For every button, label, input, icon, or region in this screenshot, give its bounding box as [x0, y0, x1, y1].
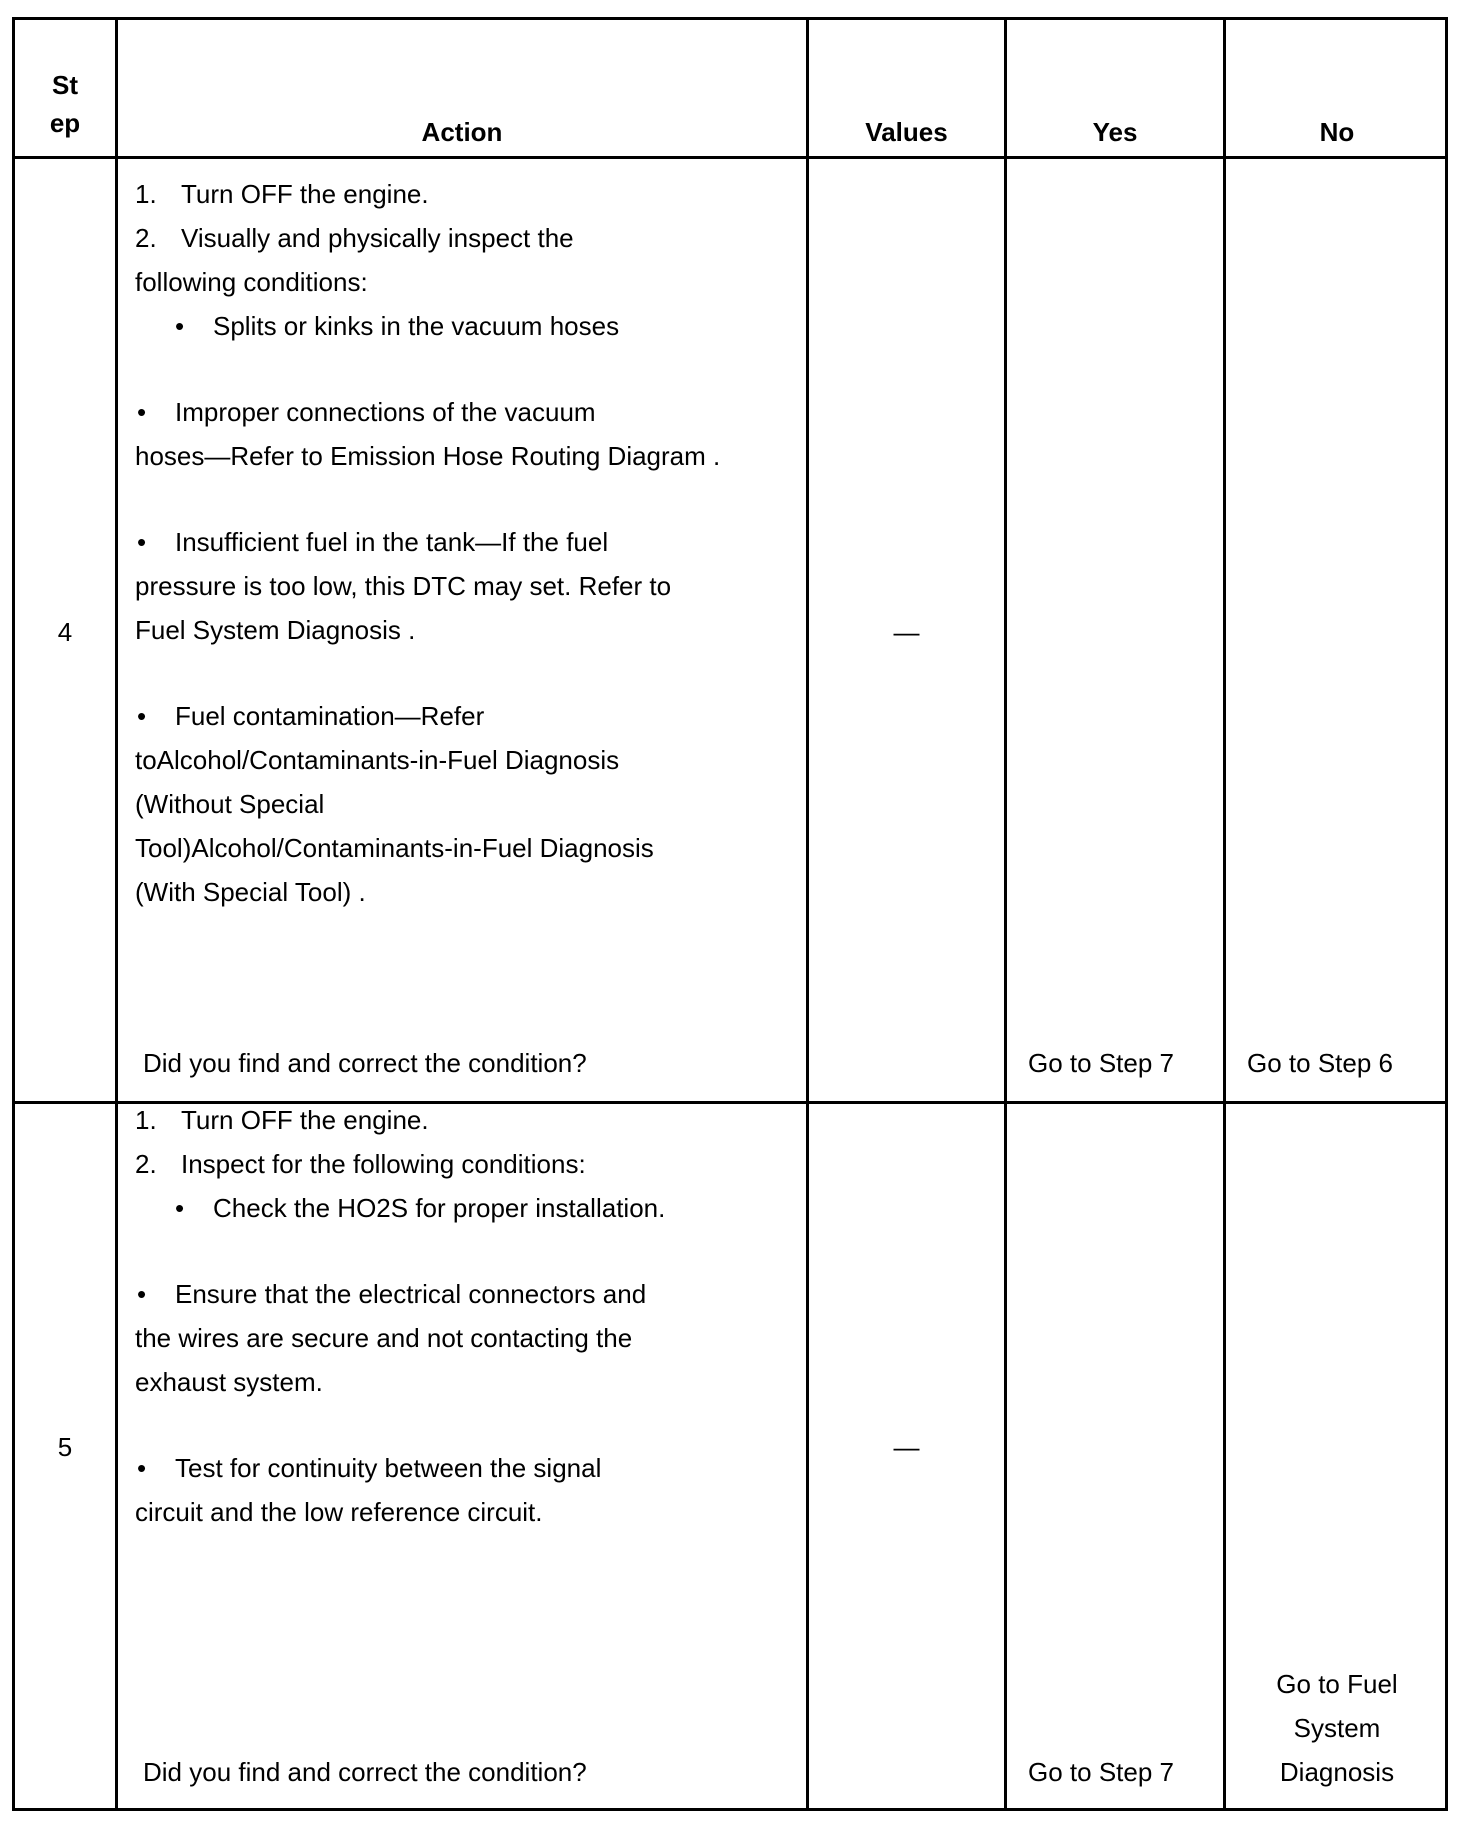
bullet-icon: • — [175, 311, 185, 341]
values-cell: — — [893, 1432, 920, 1462]
column-divider — [115, 20, 118, 1808]
action-cell — [135, 1098, 805, 1534]
item-text: Improper connections of the vacuum — [175, 397, 596, 427]
list-item — [135, 1186, 805, 1230]
header-values: Values — [865, 117, 948, 147]
list-item — [135, 520, 805, 564]
list-item: Fuel System Diagnosis . — [135, 615, 416, 645]
item-text: Splits or kinks in the vacuum hoses — [213, 311, 620, 341]
header-action: Action — [421, 117, 503, 147]
item-text: Turn OFF the engine. — [181, 179, 429, 209]
list-item — [135, 172, 805, 216]
item-number: 1. — [135, 179, 157, 209]
list-item: toAlcohol/Contaminants-in-Fuel Diagnosis — [135, 745, 620, 775]
question-text: Did you find and correct the condition? — [143, 1048, 587, 1078]
list-item: circuit and the low reference circuit. — [135, 1497, 543, 1527]
item-text: Test for continuity between the signal — [175, 1453, 602, 1483]
question-text: Did you find and correct the condition? — [143, 1757, 587, 1787]
item-number: 2. — [135, 1149, 157, 1179]
row-divider — [15, 156, 1445, 159]
list-item: the wires are secure and not contacting the — [135, 1323, 633, 1353]
values-cell: — — [893, 617, 920, 647]
header-no: No — [1319, 117, 1355, 147]
item-text: Ensure that the electrical connectors and — [175, 1279, 647, 1309]
action-cell — [135, 172, 805, 914]
list-item — [135, 1142, 805, 1186]
header-step-line: St — [52, 70, 78, 100]
header-step-line: ep — [49, 108, 81, 138]
item-text: Check the HO2S for proper installation. — [213, 1193, 666, 1223]
header-yes: Yes — [1092, 117, 1138, 147]
yes-cell: Go to Step 7 — [1028, 1048, 1174, 1078]
step-number: 5 — [57, 1432, 73, 1462]
step-number: 4 — [57, 617, 73, 647]
list-item: (Without Special — [135, 789, 325, 819]
bullet-icon: • — [137, 527, 147, 557]
bullet-icon: • — [137, 1279, 147, 1309]
bullet-icon: • — [175, 1193, 185, 1223]
item-number: 1. — [135, 1105, 157, 1135]
bullet-icon: • — [137, 1453, 147, 1483]
bullet-icon: • — [137, 701, 147, 731]
column-divider — [1004, 20, 1007, 1808]
list-item: Tool)Alcohol/Contaminants-in-Fuel Diagnosis — [135, 833, 654, 863]
no-cell — [1226, 1662, 1448, 1794]
yes-cell: Go to Step 7 — [1028, 1757, 1174, 1787]
list-item: following conditions: — [135, 267, 368, 297]
list-item: (With Special Tool) . — [135, 877, 366, 907]
header-step — [15, 66, 115, 142]
item-text: Fuel contamination—Refer — [175, 701, 485, 731]
diagnostic-table — [12, 17, 1448, 1811]
item-text: Inspect for the following conditions: — [181, 1149, 586, 1179]
bullet-icon: • — [137, 397, 147, 427]
no-cell-line: Go to Fuel — [1276, 1669, 1398, 1699]
list-item: hoses—Refer to Emission Hose Routing Diagram . — [135, 441, 721, 471]
item-number: 2. — [135, 223, 157, 253]
item-text: Turn OFF the engine. — [181, 1105, 429, 1135]
list-item — [135, 390, 805, 434]
item-text: Insufficient fuel in the tank—If the fuel — [175, 527, 609, 557]
no-cell: Go to Step 6 — [1247, 1048, 1393, 1078]
list-item — [135, 1098, 805, 1142]
list-item: pressure is too low, this DTC may set. Refer to — [135, 571, 672, 601]
list-item — [135, 216, 805, 260]
column-divider — [1223, 20, 1226, 1808]
no-cell-line: Diagnosis — [1279, 1757, 1395, 1787]
no-cell-line: System — [1293, 1713, 1381, 1743]
list-item — [135, 1272, 805, 1316]
list-item — [135, 304, 805, 348]
item-text: Visually and physically inspect the — [181, 223, 574, 253]
column-divider — [806, 20, 809, 1808]
list-item — [135, 1446, 805, 1490]
list-item — [135, 694, 805, 738]
list-item: exhaust system. — [135, 1367, 323, 1397]
